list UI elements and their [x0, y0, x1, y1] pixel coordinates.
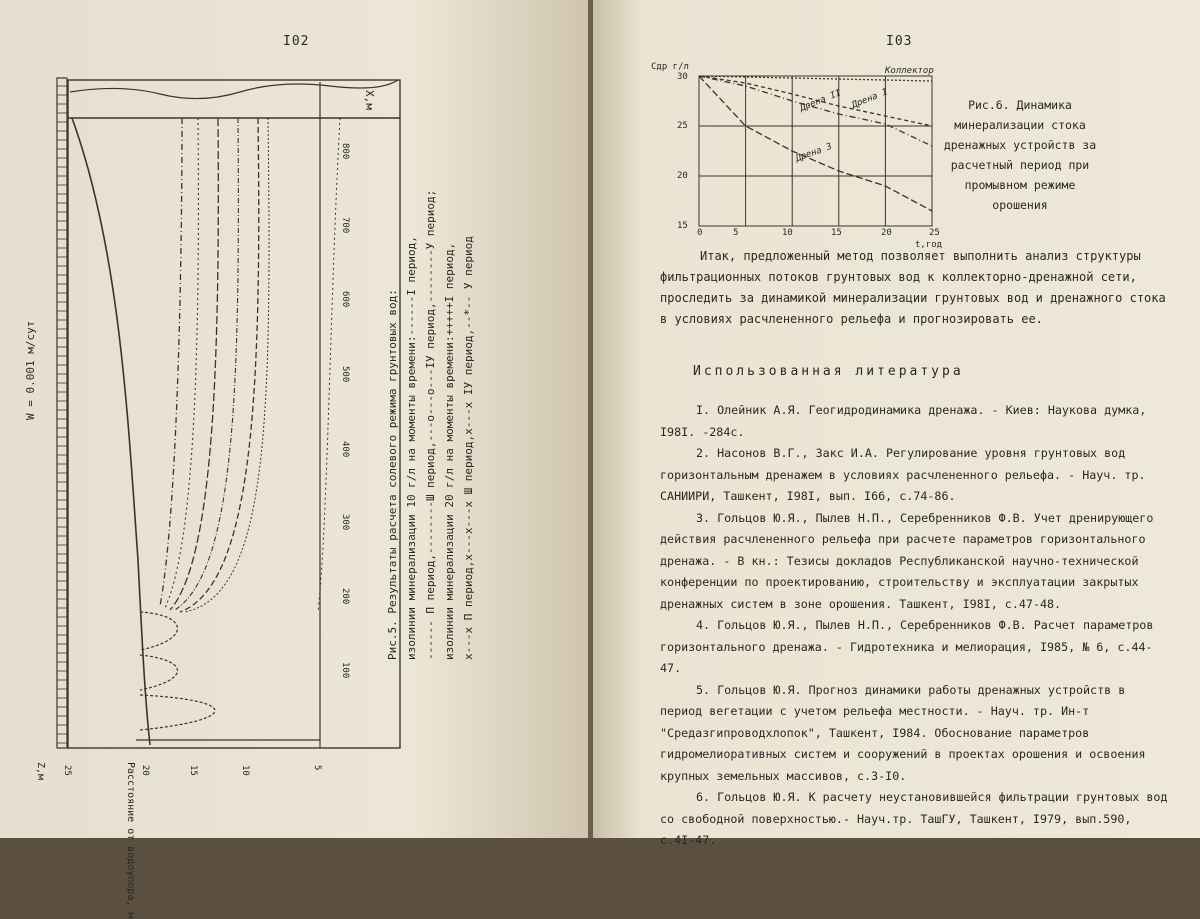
fig6-series-label-drain-1: Дрена I [850, 87, 890, 111]
fig6-x-tick: 10 [782, 228, 793, 238]
fig6-y-tick: 25 [677, 121, 688, 131]
fig6-x-tick: 20 [881, 228, 892, 238]
caption-line: изолинии минерализации 10 г/л на моменты времени:------I период, [405, 236, 418, 660]
left-page [0, 0, 590, 919]
x-tick: 100 [340, 662, 350, 679]
fig6-series-label-collector: Коллектор [885, 66, 934, 76]
x-tick: 300 [340, 514, 350, 531]
literature-heading: Использованная литература [693, 364, 964, 379]
z-tick: 20 [140, 765, 150, 776]
x-tick: 200 [340, 588, 350, 605]
reference-item: 5. Гольцов Ю.Я. Прогноз динамики работы дренажных устройств в период вегетации с учетом рельефа местности. - Науч. тр. Ин-т "Средазгипроводхлопок", Ташкент, I984. Обоснование параметров гидромелиоративных систем и сооружений в проектах орошения и освоения крупных земельных массивов, с.3-I0. [660, 682, 1146, 783]
z-axis-label: Z,м [35, 762, 46, 781]
z-tick: 5 [312, 765, 322, 771]
y-axis-label: Расстояние от водоупора, м [125, 762, 136, 919]
fig6-series-line-1 [699, 76, 932, 81]
z-tick: 25 [62, 765, 72, 776]
fig6-y-axis-label: Сдр г/л [651, 62, 689, 72]
x-axis-label: X,м [363, 90, 376, 110]
fig6-x-tick: 15 [831, 228, 842, 238]
x-tick: 600 [340, 291, 350, 308]
reference-item: 3. Гольцов Ю.Я., Пылев Н.П., Серебренников Ф.В. Учет дренирующего действия расчлененного рельефа при расчете параметров горизонтального дренажа. - В кн.: Тезисы докладов Республиканской научно-технической конференции по проектированию, строительству и эксплуатации закрытых дренажных систем в зоне орошения. Ташкент, I98I, с.47-48. [660, 510, 1154, 611]
reference-item: I. Олейник А.Я. Геогидродинамика дренажа. - Киев: Наукова думка, I98I. -284с. [660, 403, 1147, 439]
reference-item: 2. Насонов В.Г., Закс И.А. Регулирование уровня грунтовых вод горизонтальным дренажем в условиях расчлененного рельефа. - Науч. тр. САНИИРИ, Ташкент, I98I, вып. I66, с.74-86. [660, 446, 1146, 503]
fig6-y-tick: 15 [677, 221, 688, 231]
conclusion-paragraph: Итак, предложенный метод позволяет выполнить анализ структуры фильтрационных потоков грунтовых вод к коллекторно-дренажной сети, проследить за динамикой минерализации грунтовых вод и дренажного стока в условиях расчлененного рельефа и прогнозировать ее. [660, 249, 1166, 326]
x-tick: 700 [340, 217, 350, 234]
reference-item: 6. Гольцов Ю.Я. К расчету неустановившейся фильтрации грунтовых вод со свободной поверхностью.- Науч.тр. ТашГУ, Ташкент, I979, вып.590, с.4I-47. [660, 790, 1168, 847]
caption-line: изолинии минерализации 20 г/л на моменты времени:+++++I период, [443, 242, 456, 660]
reference-item: 4. Гольцов Ю.Я., Пылев Н.П., Серебренников Ф.В. Расчет параметров горизонтального дренажа. - Гидротехника и мелиорация, I985, № 6, с.44-47. [660, 618, 1154, 675]
caption-line: Рис.5. Результаты расчета солевого режима грунтовых вод: [386, 289, 399, 660]
fig6-x-tick: 0 [697, 228, 703, 238]
fig6-series-line-4 [699, 76, 932, 211]
fig6-x-axis-label: t,год [915, 240, 943, 250]
x-tick: 400 [340, 441, 350, 458]
figure-6-chart [593, 0, 1200, 240]
page-number-right: I03 [886, 34, 913, 49]
figure-6-caption: Рис.6. Динамика минерализации стока дренажных устройств за расчетный период при промывном режиме орошения [943, 98, 1097, 212]
x-tick: 800 [340, 143, 350, 160]
z-tick: 15 [188, 765, 198, 776]
ruler-strip [57, 78, 67, 748]
fig6-x-tick: 25 [929, 228, 940, 238]
x-tick: 500 [340, 366, 350, 383]
caption-line: x---x П период,x---x---x Ш период,x---x IУ период,--*-- У период [462, 236, 475, 660]
fig6-series-line-3 [699, 76, 932, 146]
page-number-left: I02 [283, 34, 310, 49]
w-label: W = 0.001 м/сут [24, 320, 37, 420]
plot-frame [68, 80, 400, 748]
right-page [593, 0, 1200, 847]
fig6-y-tick: 30 [677, 72, 688, 82]
z-tick: 10 [240, 765, 250, 776]
fig6-y-tick: 20 [677, 171, 688, 181]
fig6-series-label-drain-3: Дрена 3 [794, 141, 834, 165]
reference-list [660, 400, 1170, 852]
fig6-series-label-drain-2: Дрена II [798, 88, 843, 114]
fig6-x-tick: 5 [733, 228, 739, 238]
figure-5-plot [0, 0, 590, 838]
caption-line: ------ П период,--------Ш период,---o---o---IУ период,--------У период; [424, 189, 437, 660]
